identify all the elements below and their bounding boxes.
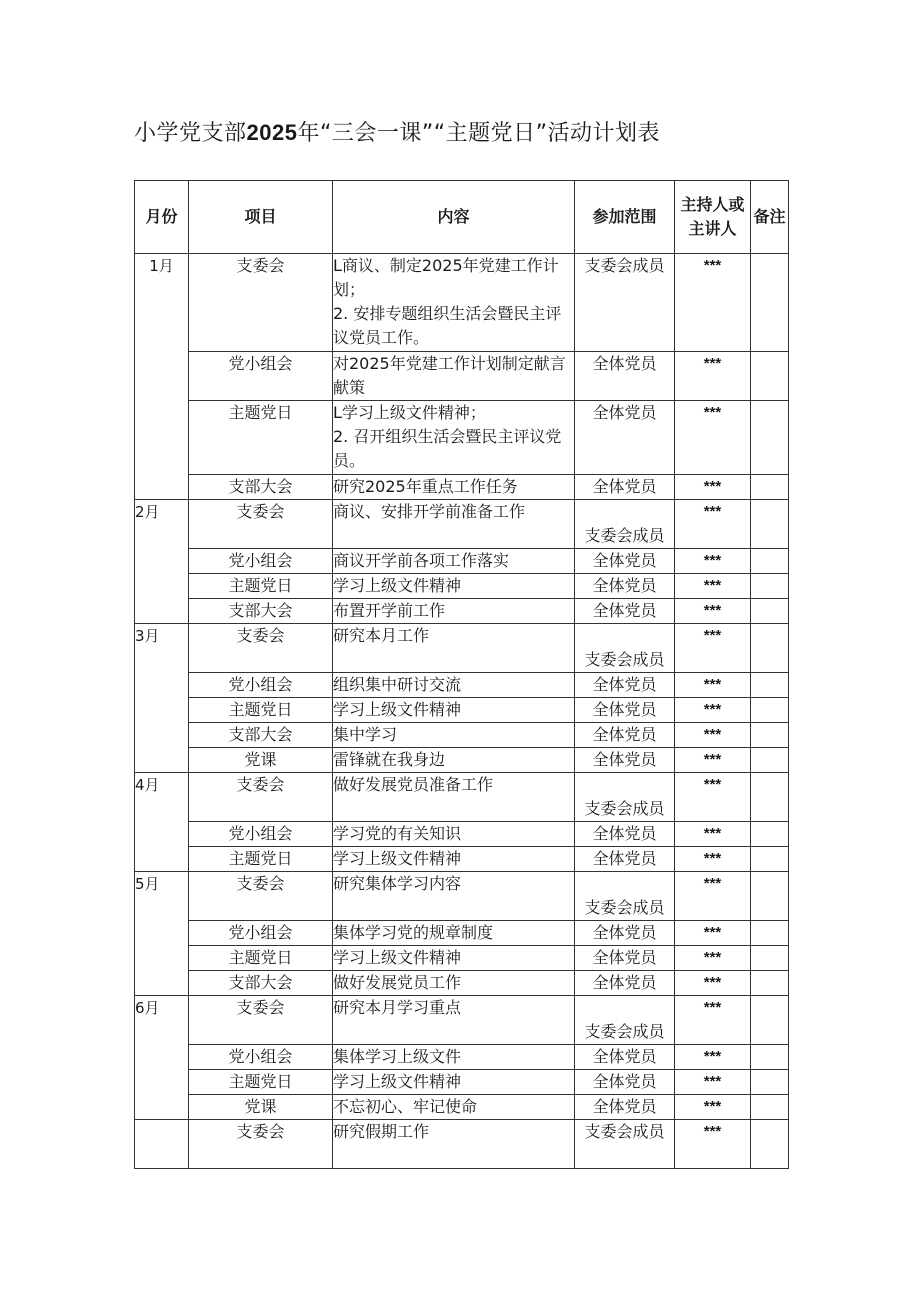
item-cell: 支委会 <box>189 1120 333 1169</box>
scope-cell: 全体党员 <box>575 1070 675 1095</box>
content-line: 做好发展党员准备工作 <box>333 775 494 794</box>
item-cell: 党小组会 <box>189 1045 333 1070</box>
note-cell <box>751 773 789 822</box>
header-note: 备注 <box>751 181 789 254</box>
month-cell: 4月 <box>135 773 189 872</box>
note-cell <box>751 996 789 1045</box>
content-line: 学习上级文件精神 <box>333 948 462 967</box>
content-cell <box>333 847 575 872</box>
scope-cell: 支委会成员 <box>575 996 675 1045</box>
note-cell <box>751 401 789 475</box>
content-cell <box>333 946 575 971</box>
content-cell <box>333 549 575 574</box>
note-cell <box>751 723 789 748</box>
content-line: 对2025年党建工作计划制定献言献策 <box>333 354 566 397</box>
item-cell: 党课 <box>189 748 333 773</box>
item-cell: 主题党日 <box>189 1070 333 1095</box>
content-line: 组织集中研讨交流 <box>333 675 462 694</box>
host-cell: *** <box>675 773 751 822</box>
table-row <box>135 352 789 401</box>
table-row <box>135 1120 789 1169</box>
content-cell <box>333 673 575 698</box>
content-line: 学习上级文件精神 <box>333 1072 462 1091</box>
content-line: 做好发展党员工作 <box>333 973 462 992</box>
month-cell: 6月 <box>135 996 189 1120</box>
host-cell: *** <box>675 574 751 599</box>
header-content: 内容 <box>333 181 575 254</box>
content-cell <box>333 1070 575 1095</box>
content-line: 学习上级文件精神 <box>333 700 462 719</box>
host-cell: *** <box>675 500 751 549</box>
note-cell <box>751 847 789 872</box>
scope-cell: 全体党员 <box>575 921 675 946</box>
table-row <box>135 971 789 996</box>
note-cell <box>751 1095 789 1120</box>
content-cell <box>333 599 575 624</box>
note-cell <box>751 673 789 698</box>
table-row <box>135 921 789 946</box>
table-row <box>135 475 789 500</box>
content-line: 研究集体学习内容 <box>333 874 462 893</box>
scope-cell: 支委会成员 <box>575 872 675 921</box>
content-line: 商议、安排开学前准备工作 <box>333 502 526 521</box>
host-cell: *** <box>675 1070 751 1095</box>
scope-cell: 全体党员 <box>575 549 675 574</box>
content-cell <box>333 1120 575 1169</box>
item-cell: 主题党日 <box>189 401 333 475</box>
activity-plan-table <box>134 180 789 1169</box>
item-cell: 支部大会 <box>189 599 333 624</box>
table-row <box>135 946 789 971</box>
header-month: 月份 <box>135 181 189 254</box>
host-cell: *** <box>675 698 751 723</box>
month-cell <box>135 1120 189 1169</box>
content-cell <box>333 698 575 723</box>
content-cell <box>333 1045 575 1070</box>
content-cell <box>333 352 575 401</box>
host-cell: *** <box>675 946 751 971</box>
header-host: 主持人或主讲人 <box>675 181 751 254</box>
content-line: 不忘初心、牢记使命 <box>333 1097 478 1116</box>
item-cell: 支委会 <box>189 773 333 822</box>
content-line: 2. 安排专题组织生活会暨民主评议党员工作。 <box>333 304 562 347</box>
note-cell <box>751 254 789 352</box>
scope-cell: 全体党员 <box>575 574 675 599</box>
content-cell <box>333 822 575 847</box>
table-row <box>135 773 789 822</box>
note-cell <box>751 698 789 723</box>
header-scope: 参加范围 <box>575 181 675 254</box>
host-cell: *** <box>675 996 751 1045</box>
table-row <box>135 574 789 599</box>
title-suffix: 年“三会一课”“主题党日”活动计划表 <box>297 121 661 146</box>
content-line: 集体学习上级文件 <box>333 1047 462 1066</box>
scope-cell: 支委会成员 <box>575 254 675 352</box>
month-cell: 5月 <box>135 872 189 996</box>
content-cell <box>333 1095 575 1120</box>
host-cell: *** <box>675 872 751 921</box>
scope-cell: 全体党员 <box>575 1045 675 1070</box>
item-cell: 支部大会 <box>189 475 333 500</box>
scope-cell: 全体党员 <box>575 698 675 723</box>
host-cell: *** <box>675 748 751 773</box>
note-cell <box>751 549 789 574</box>
scope-cell: 全体党员 <box>575 723 675 748</box>
content-line: 学习上级文件精神 <box>333 576 462 595</box>
scope-cell: 全体党员 <box>575 946 675 971</box>
scope-cell: 全体党员 <box>575 352 675 401</box>
table-row <box>135 748 789 773</box>
table-row <box>135 673 789 698</box>
item-cell: 党小组会 <box>189 822 333 847</box>
item-cell: 支部大会 <box>189 971 333 996</box>
content-cell <box>333 254 575 352</box>
table-row <box>135 847 789 872</box>
note-cell <box>751 921 789 946</box>
item-cell: 党小组会 <box>189 352 333 401</box>
content-line: 研究假期工作 <box>333 1122 430 1141</box>
content-cell <box>333 996 575 1045</box>
item-cell: 支委会 <box>189 254 333 352</box>
host-cell: *** <box>675 401 751 475</box>
note-cell <box>751 946 789 971</box>
month-cell: 2月 <box>135 500 189 624</box>
item-cell: 支委会 <box>189 500 333 549</box>
content-cell <box>333 748 575 773</box>
table-row <box>135 254 789 352</box>
month-cell: 1月 <box>135 254 189 500</box>
scope-cell: 全体党员 <box>575 847 675 872</box>
header-row <box>135 181 789 254</box>
scope-cell: 全体党员 <box>575 599 675 624</box>
header-item: 项目 <box>189 181 333 254</box>
host-cell: *** <box>675 599 751 624</box>
content-line: 布置开学前工作 <box>333 601 446 620</box>
item-cell: 党小组会 <box>189 921 333 946</box>
scope-cell: 全体党员 <box>575 748 675 773</box>
content-cell <box>333 401 575 475</box>
host-cell: *** <box>675 624 751 673</box>
content-cell <box>333 921 575 946</box>
host-cell: *** <box>675 822 751 847</box>
scope-cell: 全体党员 <box>575 1095 675 1120</box>
table-row <box>135 996 789 1045</box>
host-cell: *** <box>675 921 751 946</box>
scope-cell: 全体党员 <box>575 475 675 500</box>
table-row <box>135 1095 789 1120</box>
table-row <box>135 872 789 921</box>
content-line: 研究本月工作 <box>333 626 430 645</box>
note-cell <box>751 574 789 599</box>
content-cell <box>333 971 575 996</box>
note-cell <box>751 822 789 847</box>
note-cell <box>751 500 789 549</box>
table-row <box>135 698 789 723</box>
scope-cell: 全体党员 <box>575 822 675 847</box>
note-cell <box>751 599 789 624</box>
host-cell: *** <box>675 1120 751 1169</box>
content-line: L学习上级文件精神； <box>333 403 486 422</box>
content-line: 雷锋就在我身边 <box>333 750 446 769</box>
scope-cell: 支委会成员 <box>575 773 675 822</box>
month-cell: 3月 <box>135 624 189 773</box>
content-cell <box>333 500 575 549</box>
host-cell: *** <box>675 971 751 996</box>
page-title <box>134 116 660 147</box>
host-cell: *** <box>675 673 751 698</box>
table-row <box>135 1070 789 1095</box>
note-cell <box>751 971 789 996</box>
content-line: 集体学习党的规章制度 <box>333 923 494 942</box>
item-cell: 支委会 <box>189 996 333 1045</box>
table-row <box>135 549 789 574</box>
content-line: 学习上级文件精神 <box>333 849 462 868</box>
content-line: 研究2025年重点工作任务 <box>333 477 518 496</box>
item-cell: 党小组会 <box>189 673 333 698</box>
item-cell: 主题党日 <box>189 847 333 872</box>
host-cell: *** <box>675 1045 751 1070</box>
content-cell <box>333 773 575 822</box>
content-line: 学习党的有关知识 <box>333 824 462 843</box>
content-line: 2. 召开组织生活会暨民主评议党员。 <box>333 427 562 470</box>
table-row <box>135 822 789 847</box>
content-line: L商议、制定2025年党建工作计划； <box>333 256 559 299</box>
item-cell: 党课 <box>189 1095 333 1120</box>
item-cell: 支委会 <box>189 872 333 921</box>
content-line: 研究本月学习重点 <box>333 998 462 1017</box>
scope-cell: 全体党员 <box>575 971 675 996</box>
item-cell: 支委会 <box>189 624 333 673</box>
note-cell <box>751 1045 789 1070</box>
item-cell: 党小组会 <box>189 549 333 574</box>
content-cell <box>333 574 575 599</box>
host-cell: *** <box>675 352 751 401</box>
scope-cell: 支委会成员 <box>575 624 675 673</box>
table-row <box>135 599 789 624</box>
scope-cell: 支委会成员 <box>575 500 675 549</box>
item-cell: 主题党日 <box>189 698 333 723</box>
item-cell: 主题党日 <box>189 574 333 599</box>
note-cell <box>751 475 789 500</box>
table-body <box>135 254 789 1169</box>
content-cell <box>333 723 575 748</box>
scope-cell: 全体党员 <box>575 673 675 698</box>
content-line: 集中学习 <box>333 725 398 744</box>
note-cell <box>751 872 789 921</box>
content-line: 商议开学前各项工作落实 <box>333 551 510 570</box>
note-cell <box>751 1120 789 1169</box>
table-row <box>135 624 789 673</box>
table-row <box>135 723 789 748</box>
content-cell <box>333 475 575 500</box>
item-cell: 支部大会 <box>189 723 333 748</box>
note-cell <box>751 748 789 773</box>
host-cell: *** <box>675 475 751 500</box>
note-cell <box>751 352 789 401</box>
item-cell: 主题党日 <box>189 946 333 971</box>
table-row <box>135 1045 789 1070</box>
host-cell: *** <box>675 1095 751 1120</box>
host-cell: *** <box>675 549 751 574</box>
note-cell <box>751 624 789 673</box>
host-cell: *** <box>675 847 751 872</box>
host-cell: *** <box>675 723 751 748</box>
content-cell <box>333 872 575 921</box>
title-prefix: 小学党支部 <box>134 121 247 146</box>
host-cell: *** <box>675 254 751 352</box>
scope-cell: 全体党员 <box>575 401 675 475</box>
table-row <box>135 500 789 549</box>
note-cell <box>751 1070 789 1095</box>
table-row <box>135 401 789 475</box>
scope-cell: 支委会成员 <box>575 1120 675 1169</box>
title-year: 2025 <box>246 120 298 145</box>
content-cell <box>333 624 575 673</box>
